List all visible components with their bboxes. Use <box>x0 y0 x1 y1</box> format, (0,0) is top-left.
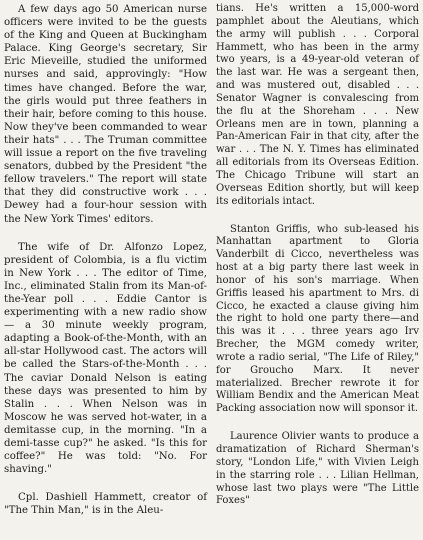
paragraph-lopez-cantor-nelson: The wife of Dr. Alfonzo Lopez, president of Colombia, is a flu victim in New York . . . The editor of Time, Inc., eliminated Stalin from its Man-of-the-Year poll . . . Eddie Cantor is experimenting with a new radio show — a 30 minute weekly program, adapting a Book-of-the-Month, with an all-star Hollywood cast. The actors will be called the Stars-of-the-Month . . . The caviar Donald Nelson is eating these days was presented to him by Stalin . . . When Nelson was in Moscow he was served hot-water, in a demitasse cup, in the morning. "In a demi-tasse cup?" he asked. "Is this for coffee?" He was told: "No. For shaving." <box>4 241 207 476</box>
paragraph-hammett-continued: tians. He's written a 15,000-word pamphlet about the Aleutians, which the army will publish . . . Corporal Hammett, who has been in the army two years, is a 49-year-old veteran of the last war. He was a sergeant then, and was mustered out, disabled . . . Senator Wagner is convalescing from the flu at the Shoreham . . . New Orleans men are in town, planning a Pan-American Fair in that city, after the war . . . The N. Y. Times has eliminated all editorials from its Overseas Edition. The Chicago Tribune will start an Overseas Edition shortly, but will keep its editorials intact. <box>216 3 419 207</box>
paragraph-hammett-start: Cpl. Dashiell Hammett, creator of "The Thin Man," is in the Aleu- <box>4 492 207 517</box>
column-right <box>216 3 419 508</box>
paragraph-olivier-hellman: Laurence Olivier wants to produce a dramatization of Richard Sherman's story, "London Life," with Vivien Leigh in the starring role . . . Lilian Hellman, whose last two plays were "The Little Foxes" <box>216 431 419 507</box>
paragraph-griffis-brecher: Stanton Griffis, who sub-leased his Manhattan apartment to Gloria Vanderbilt di Cicco, nevertheless was host at a big party there last week in honor of his son's marriage. When Griffis leased his apartment to Mrs. di Cicco, he exacted a clause giving him the right to hold one party there—and this was it . . . three years ago Irv Brecher, the MGM comedy writer, wrote a radio serial, "The Life of Riley," for Groucho Marx. It never materialized. Brecher rewrote it for William Bendix and the American Meat Packing association now will sponsor it. <box>216 223 419 415</box>
column-left <box>4 3 207 517</box>
paragraph-nurses-palace: A few days ago 50 American nurse officers were invited to be the guests of the King and Queen at Buckingham Palace. King George's secretary, Sir Eric Mieveille, studied the uniformed nurses and said, approvingly: "How times have changed. Before the war, the girls would put three feathers in their hair, before coming to this house. Now they've been commanded to wear their hats" . . . The Truman committee will issue a report on the five traveling senators, dubbed by the President "the fellow travelers." The report will state that they did constructive work . . . Dewey had a four-hour session with the New York Times' editors. <box>4 4 207 225</box>
